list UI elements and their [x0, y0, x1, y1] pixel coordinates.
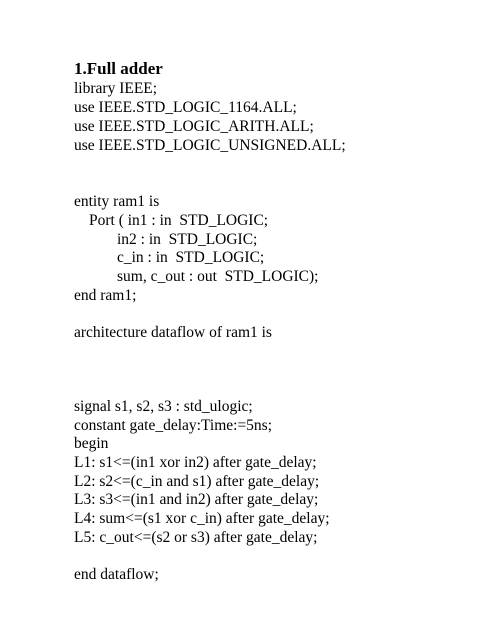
statement-line: L3: s3<=(in1 and in2) after gate_delay;	[74, 491, 319, 508]
use-line: use IEEE.STD_LOGIC_UNSIGNED.ALL;	[74, 137, 346, 154]
architecture-header: architecture dataflow of ram1 is	[74, 324, 272, 341]
signal-declaration: signal s1, s2, s3 : std_ulogic;	[74, 398, 253, 415]
statement-line: L4: sum<=(s1 xor c_in) after gate_delay;	[74, 510, 330, 527]
port-line: in2 : in STD_LOGIC;	[117, 231, 258, 248]
use-line: use IEEE.STD_LOGIC_ARITH.ALL;	[74, 118, 314, 135]
entity-end: end ram1;	[74, 287, 137, 304]
statement-line: L2: s2<=(c_in and s1) after gate_delay;	[74, 473, 320, 490]
statement-line: L1: s1<=(in1 xor in2) after gate_delay;	[74, 454, 317, 471]
port-line: c_in : in STD_LOGIC;	[117, 249, 265, 266]
entity-header: entity ram1 is	[74, 193, 160, 210]
use-line: use IEEE.STD_LOGIC_1164.ALL;	[74, 99, 297, 116]
library-line: library IEEE;	[74, 80, 158, 97]
begin-keyword: begin	[74, 435, 109, 452]
page-title: 1.Full adder	[74, 59, 163, 78]
architecture-end: end dataflow;	[74, 566, 159, 583]
port-line: sum, c_out : out STD_LOGIC);	[117, 268, 319, 285]
port-line: Port ( in1 : in STD_LOGIC;	[89, 212, 269, 229]
constant-declaration: constant gate_delay:Time:=5ns;	[74, 417, 273, 434]
statement-line: L5: c_out<=(s2 or s3) after gate_delay;	[74, 529, 318, 546]
